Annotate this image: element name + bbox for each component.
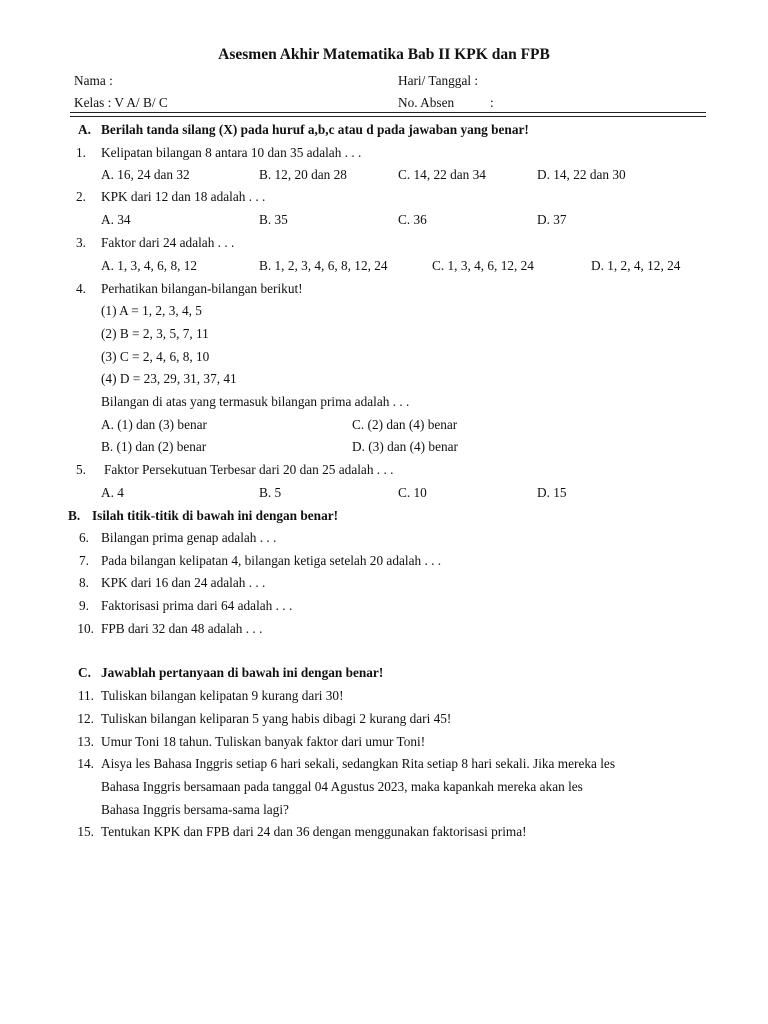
section-b-instruction: Isilah titik-titik di bawah ini dengan benar! [92, 508, 339, 523]
option-c: C. (2) dan (4) benar [352, 417, 458, 432]
option-b: B. (1) dan (2) benar [101, 439, 207, 454]
question-2-options [0, 212, 768, 232]
header-divider [70, 112, 706, 117]
option-c: C. 1, 3, 4, 6, 12, 24 [432, 258, 534, 273]
question-14-continued [0, 779, 768, 799]
question-4-prompt [0, 394, 768, 414]
question-3 [0, 235, 768, 255]
option-c: C. 14, 22 dan 34 [398, 167, 486, 182]
question-number: 12. [77, 711, 94, 726]
kelas-label: Kelas : V A/ B/ C [74, 95, 168, 110]
question-9 [0, 598, 768, 618]
question-15 [0, 824, 768, 844]
option-a: A. (1) dan (3) benar [101, 417, 207, 432]
question-text-line-2: Bahasa Inggris bersamaan pada tanggal 04 Agustus 2023, maka kapankah mereka akan les [101, 779, 583, 794]
option-b: B. 12, 20 dan 28 [259, 167, 347, 182]
option-d: D. 14, 22 dan 30 [537, 167, 626, 182]
option-b: B. 35 [259, 212, 288, 227]
question-6 [0, 530, 768, 550]
question-text: Pada bilangan kelipatan 4, bilangan ketiga setelah 20 adalah . . . [101, 553, 442, 568]
question-4 [0, 281, 768, 301]
question-number: 7. [79, 553, 89, 568]
question-5 [0, 462, 768, 482]
statement-text: (1) A = 1, 2, 3, 4, 5 [101, 303, 202, 318]
option-d: D. 15 [537, 485, 567, 500]
option-d: D. 1, 2, 4, 12, 24 [591, 258, 681, 273]
question-text: Tentukan KPK dan FPB dari 24 dan 36 dengan menggunakan faktorisasi prima! [101, 824, 527, 839]
question-number: 15. [77, 824, 94, 839]
question-3-options [0, 258, 768, 278]
question-14 [0, 756, 768, 776]
question-text: Faktor dari 24 adalah . . . [101, 235, 235, 250]
option-a: A. 16, 24 dan 32 [101, 167, 190, 182]
option-b: B. 1, 2, 3, 4, 6, 8, 12, 24 [259, 258, 388, 273]
question-text-line-1: Aisya les Bahasa Inggris setiap 6 hari sekali, sedangkan Rita setiap 8 hari sekali. Jika mereka les [101, 756, 615, 771]
question-11 [0, 688, 768, 708]
question-number: 11. [77, 688, 94, 703]
question-4-options-row1 [0, 417, 768, 437]
statement-2 [0, 326, 768, 346]
question-12 [0, 711, 768, 731]
question-7 [0, 553, 768, 573]
question-10 [0, 621, 768, 641]
question-text: FPB dari 32 dan 48 adalah . . . [101, 621, 263, 636]
no-absen-label: No. Absen [398, 95, 455, 110]
question-number: 13. [77, 734, 94, 749]
question-1-options [0, 167, 768, 187]
question-text: Perhatikan bilangan-bilangan berikut! [101, 281, 303, 296]
section-a-letter: A. [78, 122, 91, 137]
question-2 [0, 189, 768, 209]
question-number: 1. [76, 145, 86, 160]
question-number: 6. [79, 530, 89, 545]
option-a: A. 34 [101, 212, 131, 227]
question-text: Tuliskan bilangan keliparan 5 yang habis dibagi 2 kurang dari 45! [101, 711, 452, 726]
question-5-options [0, 485, 768, 505]
hari-tanggal-label: Hari/ Tanggal : [398, 73, 479, 88]
section-a-instruction: Berilah tanda silang (X) pada huruf a,b,c atau d pada jawaban yang benar! [101, 122, 529, 137]
statement-text: (2) B = 2, 3, 5, 7, 11 [101, 326, 209, 341]
question-number: 2. [76, 189, 86, 204]
statement-text: (3) C = 2, 4, 6, 8, 10 [101, 349, 210, 364]
section-c-instruction: Jawablah pertanyaan di bawah ini dengan benar! [101, 665, 384, 680]
question-text: Bilangan di atas yang termasuk bilangan prima adalah . . . [101, 394, 410, 409]
no-absen-colon: : [490, 95, 494, 110]
question-4-options-row2 [0, 439, 768, 459]
option-b: B. 5 [259, 485, 282, 500]
section-b-letter: B. [68, 508, 81, 523]
statement-text: (4) D = 23, 29, 31, 37, 41 [101, 371, 237, 386]
question-number: 14. [77, 756, 94, 771]
option-d: D. 37 [537, 212, 567, 227]
question-1 [0, 145, 768, 165]
nama-label: Nama : [74, 73, 113, 88]
question-text: Bilangan prima genap adalah . . . [101, 530, 277, 545]
question-text: Faktor Persekutuan Terbesar dari 20 dan 25 adalah . . . [104, 462, 394, 477]
question-number: 5. [76, 462, 86, 477]
statement-1 [0, 303, 768, 323]
option-d: D. (3) dan (4) benar [352, 439, 458, 454]
option-a: A. 4 [101, 485, 124, 500]
question-number: 8. [79, 575, 89, 590]
statement-4 [0, 371, 768, 391]
question-number: 9. [79, 598, 89, 613]
question-text: KPK dari 12 dan 18 adalah . . . [101, 189, 266, 204]
option-c: C. 10 [398, 485, 427, 500]
section-c-letter: C. [78, 665, 91, 680]
statement-3 [0, 349, 768, 369]
page-title: Asesmen Akhir Matematika Bab II KPK dan FPB [218, 46, 550, 63]
question-14-continued-2 [0, 802, 768, 822]
question-text: Faktorisasi prima dari 64 adalah . . . [101, 598, 293, 613]
question-number: 4. [76, 281, 86, 296]
question-text: Tuliskan bilangan kelipatan 9 kurang dari 30! [101, 688, 344, 703]
section-b-heading [0, 508, 768, 528]
question-text-line-3: Bahasa Inggris bersama-sama lagi? [101, 802, 289, 817]
question-8 [0, 575, 768, 595]
section-c-heading [0, 665, 768, 685]
question-number: 10. [77, 621, 94, 636]
option-c: C. 36 [398, 212, 427, 227]
option-a: A. 1, 3, 4, 6, 8, 12 [101, 258, 198, 273]
section-a-heading [0, 122, 768, 142]
question-number: 3. [76, 235, 86, 250]
question-13 [0, 734, 768, 754]
question-text: Umur Toni 18 tahun. Tuliskan banyak faktor dari umur Toni! [101, 734, 426, 749]
question-text: KPK dari 16 dan 24 adalah . . . [101, 575, 266, 590]
question-text: Kelipatan bilangan 8 antara 10 dan 35 adalah . . . [101, 145, 362, 160]
